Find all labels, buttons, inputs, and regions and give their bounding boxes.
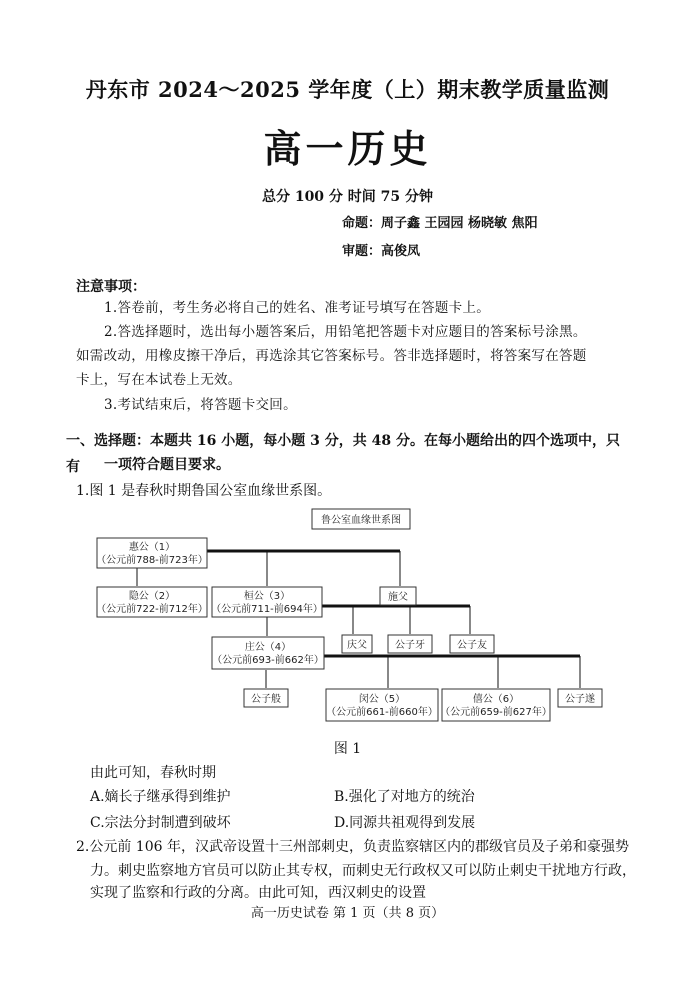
question-2-line-2: 力。刺史监察地方官员可以防止其专权，而刺史无行政权又可以防止刺史干扰地方行政， bbox=[90, 863, 636, 879]
score-time: 总分 100 分 时间 75 分钟 bbox=[261, 189, 434, 205]
node-xigong-label: 僖公（6） bbox=[472, 694, 520, 705]
diagram-title: 鲁公室血缘世系图 bbox=[321, 515, 401, 526]
notice-item-3: 3.考试结束后，将答题卡交回。 bbox=[104, 397, 297, 413]
notice-heading: 注意事项： bbox=[76, 279, 146, 295]
node-mingong-dates: （公元前661-前660年） bbox=[326, 707, 438, 718]
node-zhuanggong-label: 庄公（4） bbox=[244, 642, 292, 653]
node-gongziyou-label: 公子友 bbox=[457, 640, 487, 651]
reviewer-line: 审题：高俊凤 bbox=[342, 244, 421, 259]
node-qingfu-label: 庆父 bbox=[347, 640, 367, 651]
node-xigong-dates: （公元前659-前627年） bbox=[440, 707, 552, 718]
option-b[interactable]: B.强化了对地方的统治 bbox=[334, 789, 475, 805]
node-huigong-dates: （公元前788-前723年） bbox=[96, 555, 208, 566]
figure-caption: 图 1 bbox=[333, 741, 362, 757]
authors-line: 命题：周子鑫 王园园 杨晓敏 焦阳 bbox=[342, 216, 538, 231]
option-a[interactable]: A.嫡长子继承得到维护 bbox=[90, 789, 231, 805]
notice-item-2-end: 卡上，写在本试卷上无效。 bbox=[76, 372, 242, 388]
subject-title: 高一历史 bbox=[263, 127, 432, 171]
question-2-line-1: 2.公元前 106 年，汉武帝设置十三州部刺史，负责监察辖区内的郡级官员及子弟和豪强势 bbox=[76, 839, 629, 855]
notice-item-1: 1.答卷前，考生务必将自己的姓名、准考证号填写在答题卡上。 bbox=[104, 300, 491, 316]
question-1-lead: 由此可知，春秋时期 bbox=[90, 765, 216, 781]
option-c[interactable]: C.宗法分封制遭到破坏 bbox=[90, 815, 231, 831]
lineage-diagram bbox=[90, 506, 610, 732]
section-1-heading: 一、选择题：本题共 16 小题，每小题 3 分，共 48 分。在每小题给出的四个选项中，只有 bbox=[66, 433, 620, 475]
notice-item-2-cont: 如需改动，用橡皮擦干净后，再选涂其它答案标号。答非选择题时，将答案写在答题 bbox=[76, 348, 587, 364]
node-yingong-dates: （公元前722-前712年） bbox=[96, 604, 208, 615]
section-1-heading-cont: 一项符合题目要求。 bbox=[104, 457, 230, 473]
node-mingong-label: 闵公（5） bbox=[358, 694, 406, 705]
node-huigong-label: 惠公（1） bbox=[128, 542, 176, 553]
node-zhuanggong-dates: （公元前693-前662年） bbox=[212, 655, 324, 666]
node-shifu-label: 施父 bbox=[388, 592, 408, 603]
option-d[interactable]: D.同源共祖观得到发展 bbox=[334, 815, 476, 831]
node-gongziban-label: 公子般 bbox=[251, 694, 281, 705]
node-huangong-label: 桓公（3） bbox=[243, 591, 291, 602]
question-1-stem: 1.图 1 是春秋时期鲁国公室血缘世系图。 bbox=[76, 483, 332, 499]
node-gongzisui-label: 公子遂 bbox=[565, 694, 595, 705]
notice-item-2: 2.答选择题时，选出每小题答案后，用铅笔把答题卡对应题目的答案标号涂黑。 bbox=[104, 324, 587, 340]
question-2-line-3: 实现了监察和行政的分离。由此可知，西汉刺史的设置 bbox=[90, 885, 426, 901]
node-yingong-label: 隐公（2） bbox=[128, 591, 176, 602]
node-gongziya-label: 公子牙 bbox=[395, 640, 425, 651]
node-huangong-dates: （公元前711-前694年） bbox=[211, 604, 323, 615]
page-footer: 高一历史试卷 第 1 页（共 8 页） bbox=[250, 906, 445, 921]
exam-title: 丹东市 2024～2025 学年度（上）期末教学质量监测 bbox=[85, 77, 610, 102]
